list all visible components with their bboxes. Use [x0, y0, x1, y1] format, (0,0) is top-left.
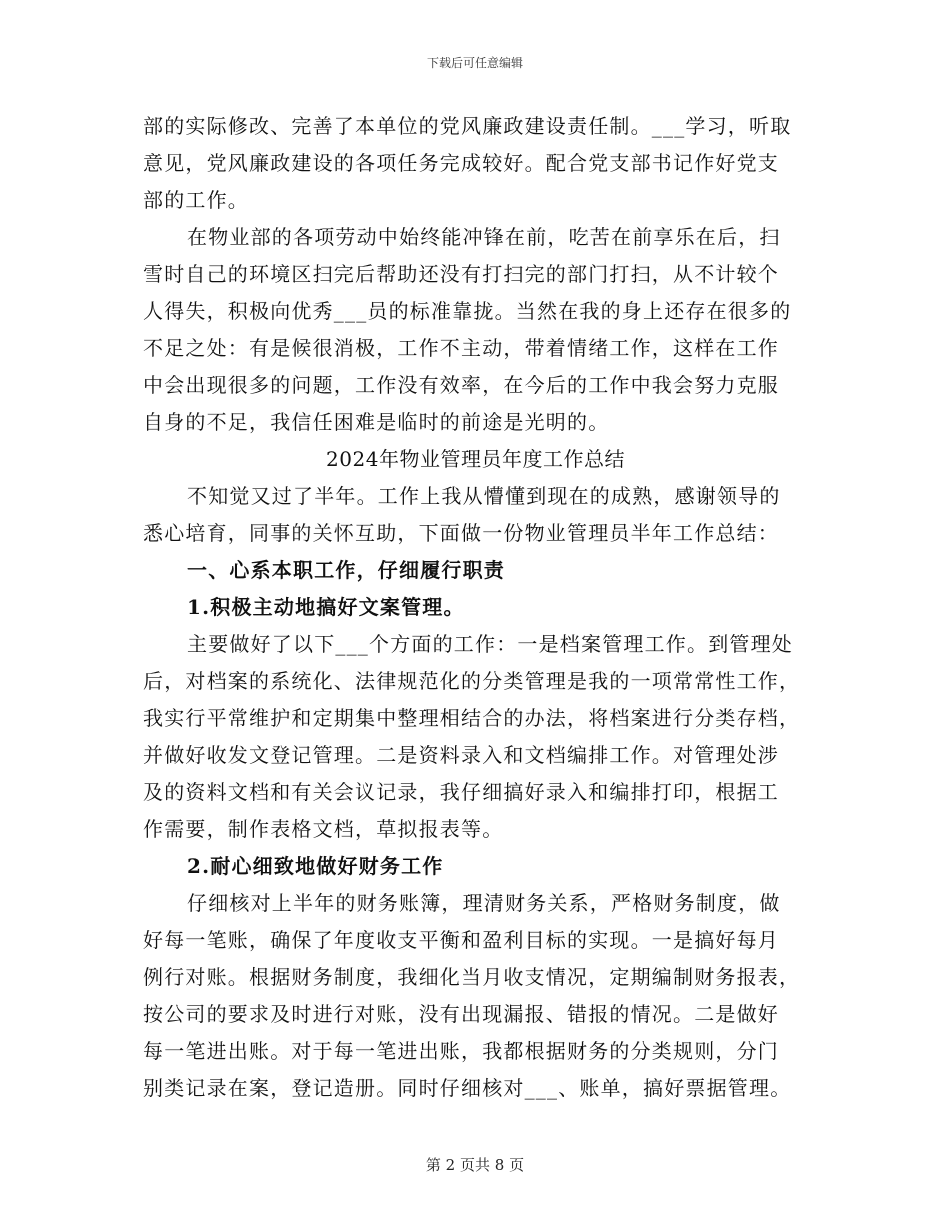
- paragraph-start: 在物业部的各项劳动中始终能冲锋在前，吃苦在前享乐在后，扫: [187, 225, 781, 249]
- text-line: 及的资料文档和有关会议记录，我仔细搞好录入和编排打印，根据工: [143, 780, 779, 804]
- document-title: 2024年物业管理员年度工作总结: [326, 447, 625, 471]
- paragraph-start: 主要做好了以下___个方面的工作：一是档案管理工作。到管理处: [187, 632, 793, 656]
- text-line: 按公司的要求及时进行对账，没有出现漏报、错报的情况。二是做好: [143, 1002, 779, 1026]
- paragraph-start: 不知觉又过了半年。工作上我从懵懂到现在的成熟，感谢领导的: [187, 484, 781, 508]
- text-line: 悉心培育，同事的关怀互助，下面做一份物业管理员半年工作总结：: [143, 521, 779, 545]
- subsection-heading: 1.积极主动地搞好文案管理。: [187, 595, 465, 619]
- text-line: 人得失，积极向优秀___员的标准靠拢。当然在我的身上还存在很多的: [143, 299, 792, 323]
- text-line: 好每一笔账，确保了年度收支平衡和盈利目标的实现。一是搞好每月: [143, 928, 779, 952]
- subsection-heading: 2.耐心细致地做好财务工作: [187, 854, 444, 878]
- text-line: 意见，党风廉政建设的各项任务完成较好。配合党支部书记作好党支: [143, 151, 779, 175]
- text-line: 部的实际修改、完善了本单位的党风廉政建设责任制。___学习，听取: [143, 114, 792, 138]
- text-line: 作需要，制作表格文档，草拟报表等。: [143, 817, 504, 841]
- text-line: 中会出现很多的问题，工作没有效率，在今后的工作中我会努力克服: [143, 373, 779, 397]
- text-line: 并做好收发文登记管理。二是资料录入和文档编排工作。对管理处涉: [143, 743, 779, 767]
- section-heading: 一、心系本职工作，仔细履行职责: [187, 558, 505, 582]
- text-line: 每一笔进出账。对于每一笔进出账，我都根据财务的分类规则，分门: [143, 1039, 779, 1063]
- paragraph-start: 仔细核对上半年的财务账簿，理清财务关系，严格财务制度，做: [187, 891, 781, 915]
- text-line: 例行对账。根据财务制度，我细化当月收支情况，定期编制财务报表，: [143, 965, 801, 989]
- page-header: 下载后可任意编辑: [426, 56, 523, 70]
- text-line: 部的工作。: [143, 188, 249, 212]
- text-line: 别类记录在案，登记造册。同时仔细核对___、账单，搞好票据管理。: [143, 1076, 792, 1100]
- text-line: 自身的不足，我信任困难是临时的前途是光明的。: [143, 410, 610, 434]
- document-body: [143, 108, 808, 1107]
- page-footer: 第 2 页共 8 页: [425, 1156, 525, 1174]
- text-line: 我实行平常维护和定期集中整理相结合的办法，将档案进行分类存档，: [143, 706, 801, 730]
- text-line: 后，对档案的系统化、法律规范化的分类管理是我的一项常常性工作，: [143, 669, 801, 693]
- text-line: 雪时自己的环境区扫完后帮助还没有打扫完的部门打扫，从不计较个: [143, 262, 779, 286]
- text-line: 不足之处：有是候很消极，工作不主动，带着情绪工作，这样在工作: [143, 336, 779, 360]
